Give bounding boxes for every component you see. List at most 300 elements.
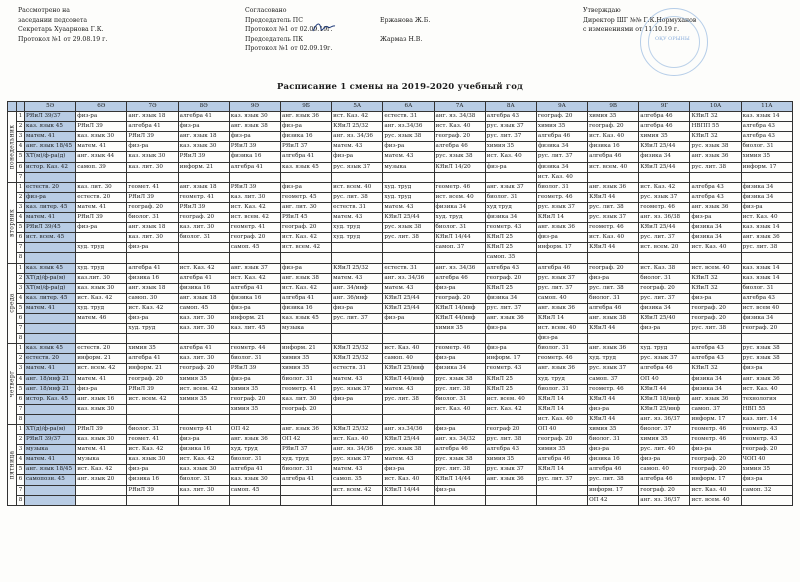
schedule-cell: рус. лит. 37 [332, 313, 383, 323]
schedule-cell: рус. язык 37 [485, 465, 536, 475]
schedule-cell: ОП 42 [229, 425, 280, 435]
schedule-cell: алгебра 41 [280, 475, 331, 485]
schedule-cell [332, 243, 383, 253]
column-header: 9Г [639, 102, 690, 112]
schedule-cell: рус. язык 37 [536, 273, 587, 283]
header-middle-line: Согласовано [245, 7, 287, 14]
schedule-cell: рус. лит. 38 [690, 162, 741, 172]
schedule-cell: анг. язык 36 [690, 202, 741, 212]
schedule-cell [229, 414, 280, 424]
schedule-cell: каз. язык 30 [127, 455, 178, 465]
schedule-cell [332, 324, 383, 334]
schedule-cell: географ. 20 [639, 485, 690, 495]
schedule-cell: каз. язык 30 [229, 112, 280, 122]
schedule-cell: анг. яз.34/36 [383, 122, 434, 132]
schedule-cell: биолог. 31 [434, 223, 485, 233]
lesson-number: 2 [17, 273, 25, 283]
schedule-cell: физ-ра [332, 152, 383, 162]
schedule-cell: худ. труд [434, 213, 485, 223]
schedule-cell: алгебра 46 [639, 122, 690, 132]
schedule-cell: географ. 20 [229, 233, 280, 243]
schedule-cell: КЯиЛ 25/32 [332, 122, 383, 132]
schedule-cell: рус. язык 38 [434, 455, 485, 465]
schedule-cell: физ-ра [588, 273, 639, 283]
schedule-cell: ОП 40 [639, 374, 690, 384]
schedule-cell: алгебра 41 [127, 354, 178, 364]
table-row [8, 384, 793, 394]
schedule-cell: анг. яз. 36/38 [639, 213, 690, 223]
schedule-cell: естеств. 31 [332, 364, 383, 374]
schedule-cell: химия 35 [280, 354, 331, 364]
schedule-cell [485, 495, 536, 505]
schedule-cell: физ-ра [76, 384, 127, 394]
schedule-cell: анг. язык 36 [588, 344, 639, 354]
lesson-number: 8 [17, 414, 25, 424]
schedule-cell [639, 253, 690, 263]
schedule-cell [383, 495, 434, 505]
schedule-cell: ист. Каз. 42 [127, 445, 178, 455]
schedule-cell: каз. литер. 45 [25, 202, 76, 212]
lesson-number: 2 [17, 354, 25, 364]
schedule-cell: рус. лит. 38 [588, 202, 639, 212]
column-header: 9А [536, 102, 587, 112]
schedule-cell: рус. лит. 38 [383, 394, 434, 404]
schedule-cell [536, 495, 587, 505]
schedule-cell: естеств. 31 [383, 112, 434, 122]
schedule-cell: алгебра 41 [229, 465, 280, 475]
schedule-cell [76, 172, 127, 182]
schedule-cell [178, 414, 229, 424]
schedule-cell [25, 172, 76, 182]
schedule-cell: геометр. 43 [741, 435, 792, 445]
lesson-number: 5 [17, 152, 25, 162]
schedule-cell: географ. 20 [229, 394, 280, 404]
schedule-cell: анг. язык 37 [229, 263, 280, 273]
schedule-cell: алгебра 46 [588, 303, 639, 313]
schedule-cell: ист. Каз. 42 [76, 293, 127, 303]
schedule-cell: РЯиЛ 39 [178, 152, 229, 162]
schedule-cell: физ-ра [127, 313, 178, 323]
schedule-cell: геометр 41 [178, 425, 229, 435]
schedule-cell: географ. 20 [690, 303, 741, 313]
schedule-cell: ист. Каз. 42 [178, 263, 229, 273]
schedule-cell: геометр. 46 [536, 354, 587, 364]
schedule-cell: рус. язык 38 [383, 132, 434, 142]
schedule-cell: КЯиЛ 25 [485, 374, 536, 384]
day-name: вторник [8, 208, 16, 237]
schedule-cell: ист. всем. 20 [639, 243, 690, 253]
schedule-cell [25, 334, 76, 344]
schedule-cell: геометр. 41 [178, 192, 229, 202]
schedule-cell [229, 253, 280, 263]
schedule-cell [280, 334, 331, 344]
schedule-cell: ист. Каз. 40 [383, 475, 434, 485]
schedule-cell: анг. язык 18 [127, 223, 178, 233]
schedule-cell: анг. язык 36 [485, 313, 536, 323]
schedule-cell [127, 334, 178, 344]
schedule-cell: физика 16 [178, 283, 229, 293]
schedule-cell: матем. 43 [332, 273, 383, 283]
schedule-cell: ист. Каз. 42 [639, 182, 690, 192]
schedule-cell: физ-ра [434, 283, 485, 293]
schedule-cell: физ-ра [690, 213, 741, 223]
schedule-cell: физ-ра [127, 243, 178, 253]
schedule-cell: геометр. 46 [690, 435, 741, 445]
schedule-cell: каз. литер. 45 [25, 293, 76, 303]
schedule-cell: физ-ра [76, 223, 127, 233]
schedule-cell: ОП 42 [588, 495, 639, 505]
schedule-cell: анг. язык 18 [178, 293, 229, 303]
schedule-cell: биолог. 31 [536, 182, 587, 192]
schedule-cell [178, 172, 229, 182]
schedule-cell: информ. 21 [76, 354, 127, 364]
schedule-cell: ист. Каз. 40 [741, 384, 792, 394]
schedule-cell: КЯиЛ 25 [485, 384, 536, 394]
schedule-cell: геометр. 44 [229, 344, 280, 354]
schedule-cell: химия 35 [434, 324, 485, 334]
schedule-cell: каз. язык 30 [76, 283, 127, 293]
schedule-cell [25, 324, 76, 334]
document-header [0, 6, 800, 84]
schedule-cell: рус. лит. 38 [690, 324, 741, 334]
schedule-cell: матем. 41 [25, 132, 76, 142]
lesson-number: 7 [17, 324, 25, 334]
schedule-cell [76, 485, 127, 495]
schedule-cell: биолог. 31 [434, 394, 485, 404]
table-row [8, 485, 793, 495]
lesson-number: 6 [17, 233, 25, 243]
schedule-cell: географ. 20 [280, 223, 331, 233]
lesson-number: 2 [17, 122, 25, 132]
lesson-number: 7 [17, 243, 25, 253]
table-row [8, 465, 793, 475]
schedule-cell: анг. язык 18/45 [25, 465, 76, 475]
day-name: понедельник [8, 124, 16, 170]
schedule-cell: ист. Каз. 38 [639, 263, 690, 273]
lesson-number: 8 [17, 495, 25, 505]
schedule-cell: музыка [280, 324, 331, 334]
schedule-cell: истор. Каз. 45 [25, 394, 76, 404]
schedule-cell: матем. 41 [25, 213, 76, 223]
schedule-cell: ХТ(м)/ф-ра(д) [25, 283, 76, 293]
schedule-cell: физика 34 [536, 162, 587, 172]
lesson-number: 1 [17, 112, 25, 122]
schedule-cell [178, 495, 229, 505]
table-row [8, 445, 793, 455]
schedule-cell: худ. труд [76, 243, 127, 253]
schedule-cell: географ. 20 [741, 445, 792, 455]
schedule-cell [383, 243, 434, 253]
schedule-cell: КЯиЛ 14/44 [434, 475, 485, 485]
schedule-cell: РЯиЛ 39 [127, 485, 178, 495]
schedule-cell: рус. лит. 37 [536, 152, 587, 162]
schedule-cell: алгебра 46 [434, 445, 485, 455]
schedule-cell: анг. 18/инф 21 [25, 374, 76, 384]
schedule-cell: худ. труд [229, 445, 280, 455]
schedule-cell: каз. лит. 30 [280, 394, 331, 404]
column-header: 10А [690, 102, 741, 112]
schedule-cell: КЯиЛ 14/инф [434, 303, 485, 313]
schedule-cell: самоп. 30 [127, 293, 178, 303]
table-row [8, 303, 793, 313]
schedule-cell: географ. 20 [690, 455, 741, 465]
schedule-cell: рус. язык 37 [639, 192, 690, 202]
schedule-cell: биолог. 37 [639, 425, 690, 435]
schedule-cell: матем. 46 [76, 313, 127, 323]
schedule-cell [178, 404, 229, 414]
schedule-cell: каз. лит. 30 [178, 354, 229, 364]
schedule-cell: каз. язык 14 [741, 112, 792, 122]
schedule-cell: ХТ(м)/ф-ра(д) [25, 152, 76, 162]
schedule-cell: КЯиЛ 14/44 [383, 485, 434, 495]
header-name-line [380, 44, 430, 54]
schedule-cell: анг. 18/инф 21 [25, 384, 76, 394]
schedule-cell: физ-ра [741, 202, 792, 212]
schedule-cell: геометр. 43 [485, 364, 536, 374]
schedule-cell: каз. язык 30 [76, 435, 127, 445]
schedule-cell: физика 16 [229, 152, 280, 162]
schedule-cell: рус. лит. 37 [639, 293, 690, 303]
schedule-cell: ист. Каз. 40 [536, 172, 587, 182]
schedule-cell: биолог. 31 [741, 142, 792, 152]
table-row [8, 122, 793, 132]
table-row [8, 404, 793, 414]
schedule-cell: РЯиЛ 39 [127, 384, 178, 394]
schedule-cell: ист. Каз. 40 [690, 243, 741, 253]
day-name: четверг [8, 370, 16, 398]
lesson-number: 6 [17, 394, 25, 404]
schedule-cell: биолог. 31 [536, 344, 587, 354]
schedule-cell [485, 334, 536, 344]
schedule-cell: рус. язык 37 [332, 455, 383, 465]
schedule-cell [25, 495, 76, 505]
schedule-cell: анг. язык 36 [280, 112, 331, 122]
table-row [8, 283, 793, 293]
schedule-cell: каз. язык 30 [76, 132, 127, 142]
schedule-cell: рус. язык 37 [332, 162, 383, 172]
schedule-cell: каз. лит. 30 [178, 313, 229, 323]
schedule-cell: физ-ра [127, 142, 178, 152]
schedule-cell: физика 34 [741, 192, 792, 202]
schedule-cell [434, 334, 485, 344]
schedule-cell: анг. язык 36 [741, 233, 792, 243]
schedule-cell: физ-ра [383, 465, 434, 475]
column-header: 5Ә [25, 102, 76, 112]
schedule-cell [485, 172, 536, 182]
schedule-cell: матем. 41 [76, 445, 127, 455]
schedule-cell: физ-ра [485, 324, 536, 334]
schedule-cell: географ. 20 [690, 465, 741, 475]
schedule-cell [588, 172, 639, 182]
schedule-cell [588, 253, 639, 263]
schedule-cell: музыка [25, 445, 76, 455]
schedule-cell: каз. лит. 30 [127, 162, 178, 172]
schedule-cell [383, 334, 434, 344]
schedule-cell: РЯиЛ 39/37 [25, 435, 76, 445]
schedule-cell: РЯиЛ 37 [280, 445, 331, 455]
schedule-cell: рус. лит. 38 [485, 435, 536, 445]
schedule-cell [741, 253, 792, 263]
table-row [8, 364, 793, 374]
header-right-line: Директор ШГ №№ Г.К.Нормуханов [583, 16, 697, 24]
schedule-cell: физ-ра [280, 263, 331, 273]
schedule-cell: худ. труд [383, 192, 434, 202]
schedule-cell: ист. всем. 40 [332, 182, 383, 192]
schedule-cell: рус. язык 37 [485, 122, 536, 132]
schedule-cell: самоп. 40 [536, 293, 587, 303]
schedule-cell: анг. язык 18/45 [25, 142, 76, 152]
day-label [8, 182, 17, 263]
schedule-cell: каз. лит. 30 [178, 485, 229, 495]
table-row [8, 324, 793, 334]
schedule-cell: анг. яз. 36/37 [639, 414, 690, 424]
schedule-cell: ист. Каз. 40 [536, 414, 587, 424]
schedule-cell: самоп. 32 [741, 485, 792, 495]
schedule-cell: КЯиЛ 14/20 [434, 162, 485, 172]
schedule-cell: алгебра 46 [588, 152, 639, 162]
schedule-cell: биолог. 31 [127, 213, 178, 223]
schedule-cell: биолог. 31 [639, 273, 690, 283]
schedule-cell: ист. Каз. 42 [76, 465, 127, 475]
schedule-cell: физика 34 [690, 384, 741, 394]
table-row [8, 192, 793, 202]
schedule-cell: информ. 17 [588, 485, 639, 495]
schedule-cell: ист. всем. 42 [76, 364, 127, 374]
table-row [8, 414, 793, 424]
schedule-cell: алгебра 41 [178, 344, 229, 354]
schedule-cell: технология [741, 394, 792, 404]
schedule-cell [383, 172, 434, 182]
schedule-cell: РЯиЛ 39 [229, 142, 280, 152]
schedule-cell [229, 495, 280, 505]
schedule-cell [536, 485, 587, 495]
lesson-number: 5 [17, 303, 25, 313]
schedule-cell: ист. всем. 42 [280, 243, 331, 253]
column-header: 7Ә [127, 102, 178, 112]
schedule-cell: каз. язык 30 [178, 142, 229, 152]
schedule-cell: физ-ра [434, 485, 485, 495]
table-row [8, 213, 793, 223]
schedule-cell [280, 485, 331, 495]
schedule-cell: информ. 17 [536, 243, 587, 253]
schedule-cell: музыка [383, 162, 434, 172]
lesson-number: 3 [17, 132, 25, 142]
schedule-cell: рус. лит. 40 [639, 445, 690, 455]
schedule-cell [127, 172, 178, 182]
schedule-body [8, 112, 793, 506]
header-middle-names [380, 6, 430, 54]
schedule-cell: биолог. 31 [588, 293, 639, 303]
schedule-cell: биолог. 31 [485, 192, 536, 202]
schedule-cell [639, 334, 690, 344]
schedule-cell: анг. язык 36 [588, 182, 639, 192]
schedule-cell: алгебра 41 [229, 283, 280, 293]
schedule-cell: рус. язык 37 [639, 354, 690, 364]
schedule-cell: геометр. 46 [639, 202, 690, 212]
schedule-cell: физ-ра [588, 404, 639, 414]
table-row [8, 334, 793, 344]
schedule-cell: рус. язык 38 [434, 152, 485, 162]
schedule-cell: ОП 40 [536, 425, 587, 435]
lesson-number: 7 [17, 172, 25, 182]
schedule-cell: РЯиЛ 39 [76, 425, 127, 435]
schedule-cell: ист. Каз. 42 [229, 202, 280, 212]
schedule-cell: алгебра 46 [639, 364, 690, 374]
schedule-cell: алгебра 43 [485, 445, 536, 455]
schedule-cell: биолог. 31 [280, 465, 331, 475]
schedule-cell: КЯиЛ 18/инф [639, 394, 690, 404]
schedule-cell: рус. лит. 38 [434, 465, 485, 475]
schedule-cell: информ. 17 [741, 162, 792, 172]
lesson-number: 7 [17, 485, 25, 495]
schedule-cell: каз. язык 14 [741, 223, 792, 233]
schedule-cell: анг. яз.34/36 [383, 425, 434, 435]
schedule-cell: анг. яз. 34/36 [383, 273, 434, 283]
schedule-cell: матем. 43 [332, 374, 383, 384]
schedule-cell: КЯиЛ 25/44 [383, 293, 434, 303]
schedule-cell: ист. всем. 40 [588, 162, 639, 172]
table-row [8, 152, 793, 162]
schedule-cell: химия 35 [588, 112, 639, 122]
schedule-cell [127, 253, 178, 263]
schedule-cell: анг. язык 18 [127, 283, 178, 293]
schedule-cell: ист. Каз. 40 [434, 122, 485, 132]
schedule-cell: каз.лит. 30 [76, 273, 127, 283]
schedule-cell: ист. Каз. 42 [127, 303, 178, 313]
schedule-cell: географ. 20 [434, 132, 485, 142]
schedule-cell: рус. язык 37 [588, 364, 639, 374]
header-left-line: Рассмотрено на [18, 7, 70, 14]
schedule-cell: анг. 36/инф [332, 293, 383, 303]
schedule-cell [332, 414, 383, 424]
schedule-cell: геометр. 46 [536, 192, 587, 202]
schedule-cell: матем. 41 [76, 202, 127, 212]
day-name: среда [8, 293, 16, 314]
schedule-cell: КЯиЛ 44/инф [383, 374, 434, 384]
schedule-cell: физ-ра [588, 445, 639, 455]
schedule-cell: естеств. 20 [76, 344, 127, 354]
schedule-cell [76, 253, 127, 263]
column-header: 8А [485, 102, 536, 112]
schedule-cell [639, 172, 690, 182]
schedule-cell: алгебра 41 [178, 112, 229, 122]
schedule-cell [25, 414, 76, 424]
schedule-cell: физика 34 [690, 233, 741, 243]
header-name-line [380, 6, 430, 16]
schedule-cell: каз. язык 45 [280, 162, 331, 172]
schedule-cell: физика 34 [639, 303, 690, 313]
schedule-cell: худ. труд [280, 455, 331, 465]
schedule-cell: рус. лит. 38 [741, 243, 792, 253]
schedule-cell: анг. яз. 34/32 [434, 435, 485, 445]
schedule-cell [76, 334, 127, 344]
lesson-number: 3 [17, 445, 25, 455]
schedule-cell: химия 35 [536, 445, 587, 455]
schedule-cell: физика 34 [485, 213, 536, 223]
schedule-cell: химия 35 [280, 364, 331, 374]
schedule-cell: рус. язык 38 [383, 445, 434, 455]
signature-icon [312, 20, 336, 34]
lesson-number: 4 [17, 142, 25, 152]
schedule-cell: матем. 43 [383, 202, 434, 212]
schedule-cell: биолог. 31 [229, 354, 280, 364]
schedule-cell [434, 253, 485, 263]
table-row [8, 162, 793, 172]
schedule-cell: физ-ра [383, 142, 434, 152]
schedule-cell: худ. труд [76, 263, 127, 273]
column-header: 6А [383, 102, 434, 112]
column-header: 7А [434, 102, 485, 112]
